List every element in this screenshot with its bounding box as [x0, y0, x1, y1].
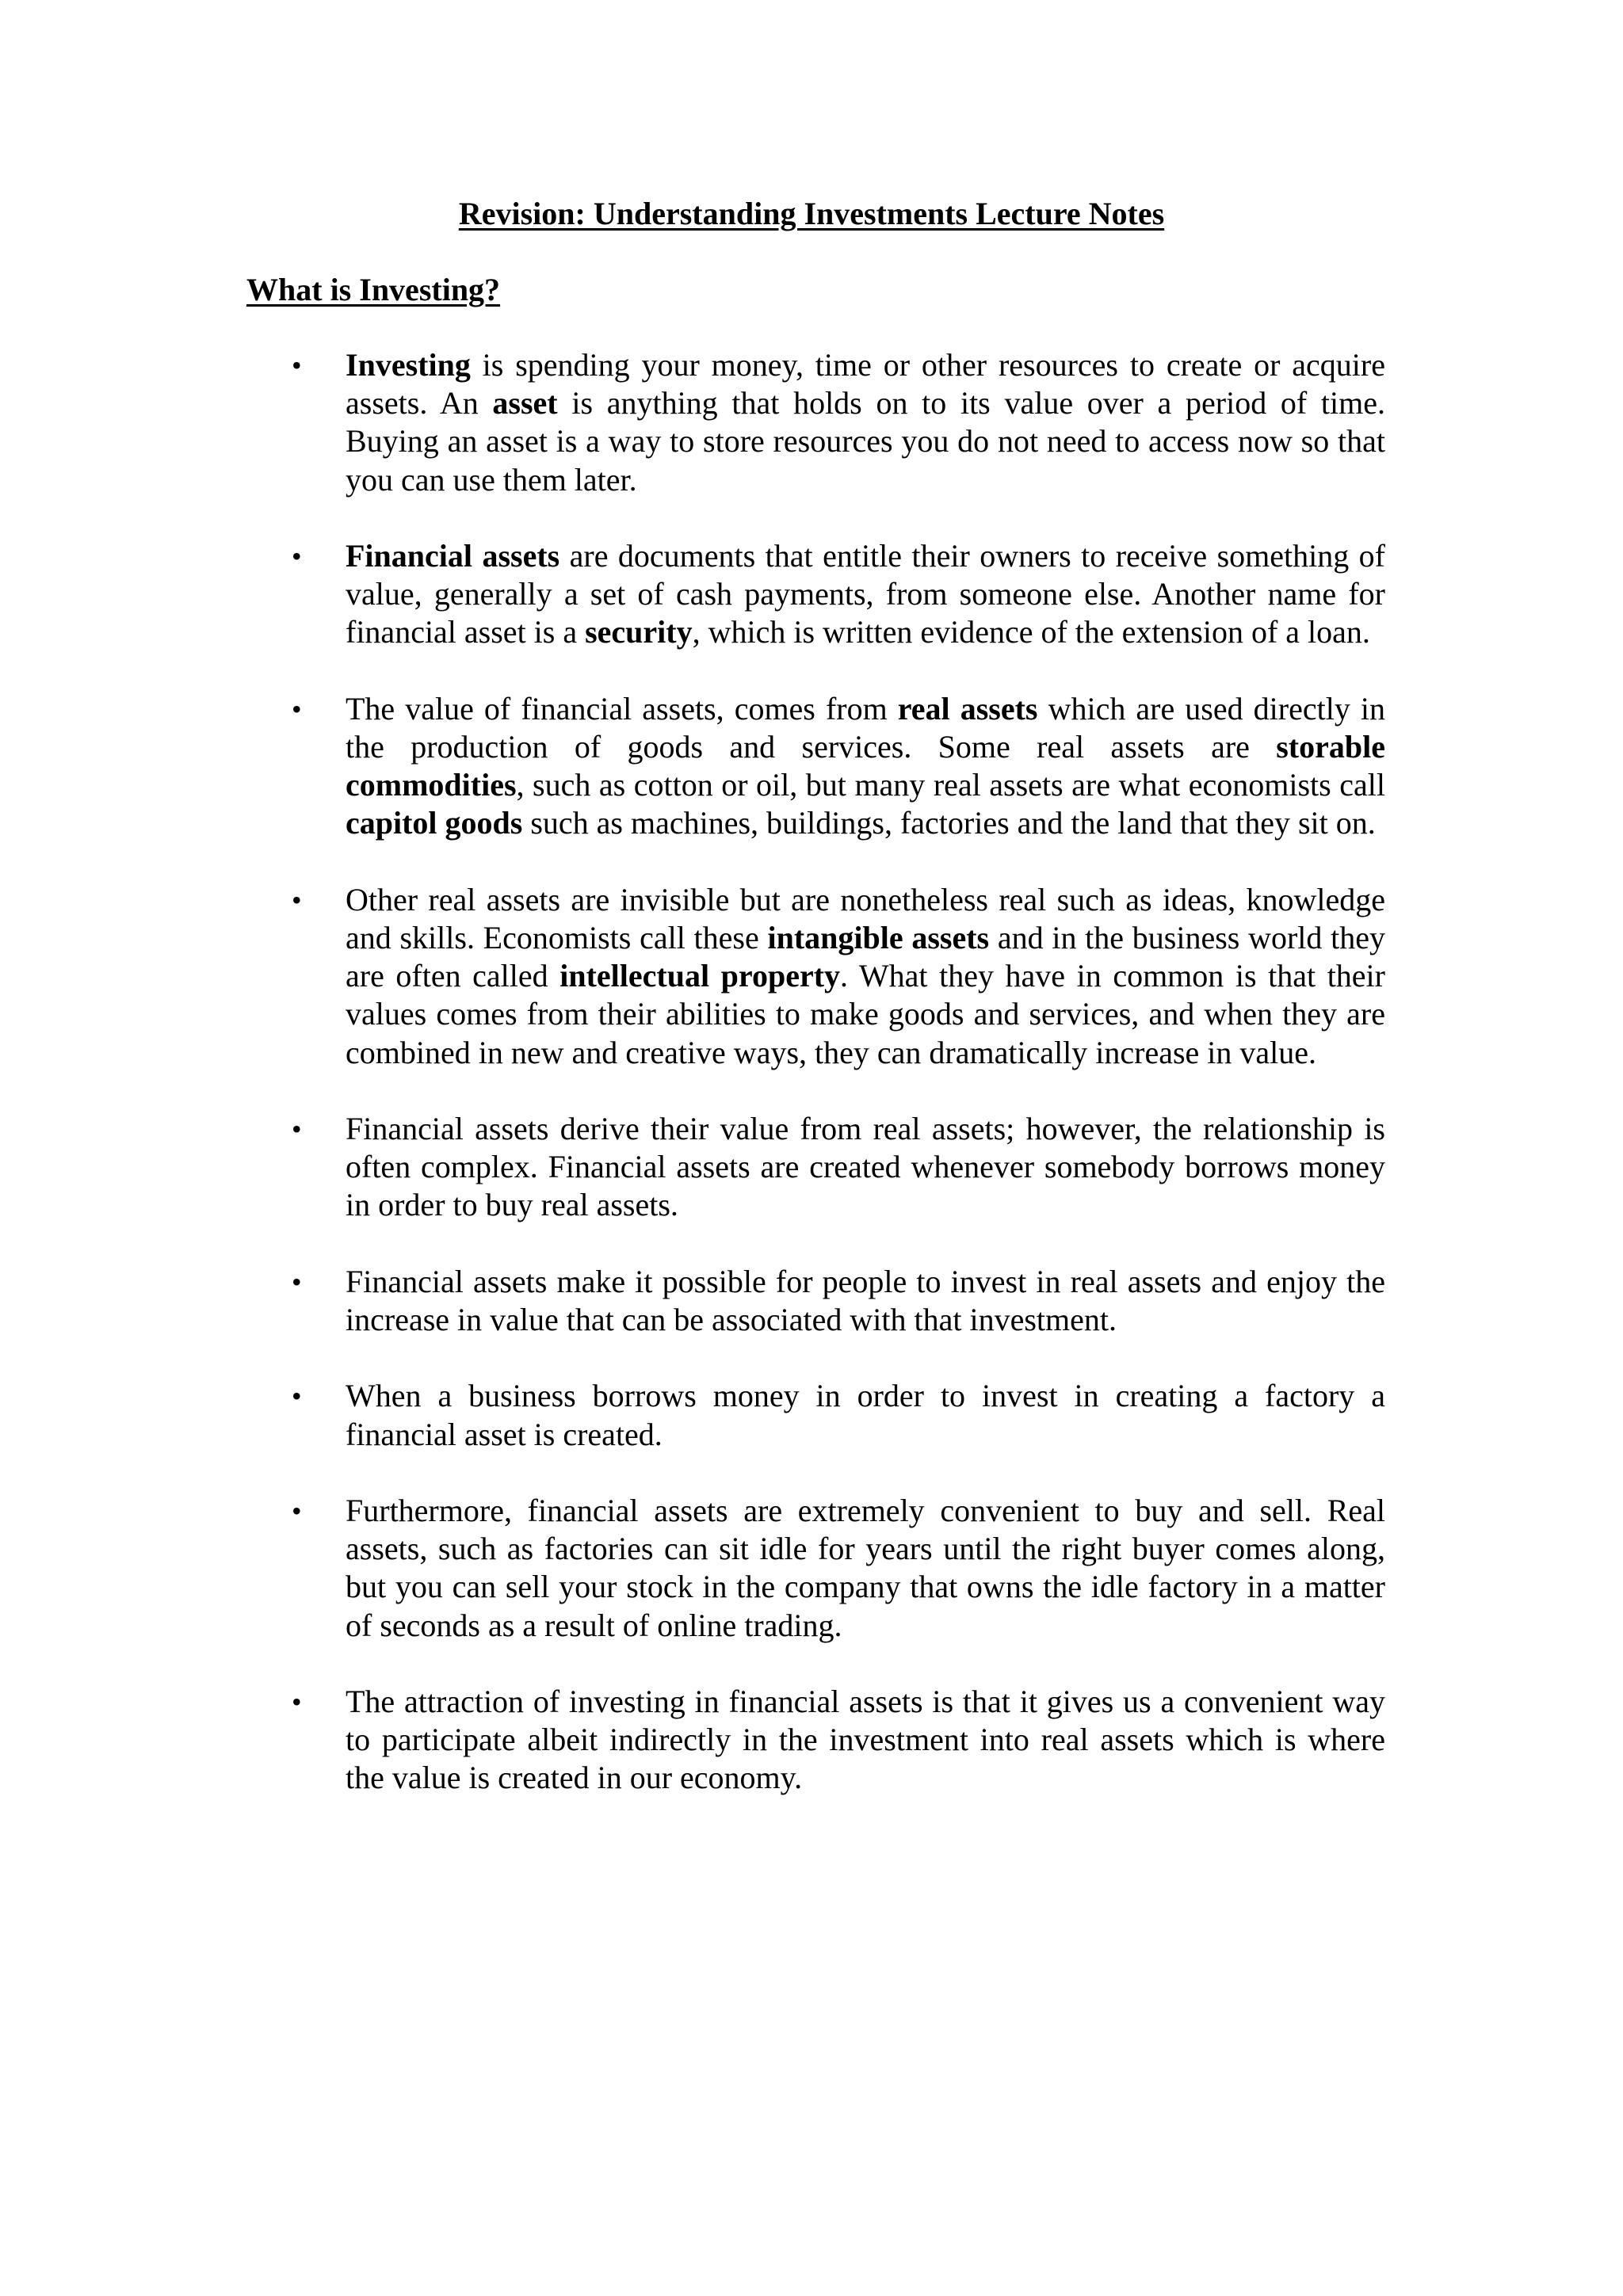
- bullet-point-icon: •: [292, 540, 302, 572]
- list-item: [292, 690, 1386, 843]
- body-text: , such as cotton or oil, but many real assets are what economists call: [516, 767, 1385, 803]
- body-text: The attraction of investing in financial assets is that it gives us a convenient way to participate albeit indirectly in the investment into real assets which is where the value is created in our economy.: [346, 1683, 1385, 1796]
- bullet-point-icon: •: [292, 1685, 302, 1718]
- body-text: such as machines, buildings, factories and the land that they sit on.: [522, 805, 1376, 841]
- list-item: [292, 1110, 1385, 1225]
- bullet-list: [292, 346, 1386, 1836]
- body-text: When a business borrows money in order to invest in creating a factory a financial asset is created.: [346, 1378, 1385, 1452]
- list-item: [292, 1377, 1385, 1453]
- list-item: [292, 346, 1386, 499]
- bullet-point-icon: •: [292, 1265, 302, 1298]
- bullet-point-icon: •: [292, 1494, 302, 1527]
- bold-term: storable commodities: [346, 729, 1385, 803]
- body-text: Financial assets make it possible for people to invest in real assets and enjoy the increase in value that can be associated with that investment.: [346, 1263, 1385, 1337]
- section-heading: What is Investing?: [246, 272, 501, 307]
- body-text: is anything that holds on to its value over a period of time. Buying an asset is a way to store resources you do not need to access now so that you can use them later.: [346, 385, 1386, 498]
- bold-term: real assets: [897, 690, 1038, 727]
- body-text: is spending your money, time or other resources to create or acquire assets. An: [346, 347, 1385, 421]
- body-text: are documents that entitle their owners to receive something of value, generally a set of cash payments, from someone else. Another name for financial asset is a: [346, 538, 1385, 650]
- bullet-point-icon: •: [292, 692, 302, 725]
- list-item: [292, 1683, 1385, 1798]
- list-item: [292, 1263, 1385, 1339]
- body-text: which are used directly in the production of goods and services. Some real assets are: [346, 690, 1386, 765]
- bold-term: asset: [492, 385, 558, 421]
- bold-term: Financial assets: [346, 538, 560, 574]
- bold-term: Investing: [346, 347, 471, 383]
- body-text: Financial assets derive their value from real assets; however, the relationship is often complex. Financial assets are created whenever somebody borrows money in order to buy real assets.: [346, 1111, 1385, 1223]
- list-item: [292, 1492, 1385, 1645]
- document-title-text: Revision: Understanding Investments Lecture Notes: [458, 196, 1165, 231]
- list-item: [292, 537, 1385, 652]
- body-text: Other real assets are invisible but are nonetheless real such as ideas, knowledge and skills. Economists call these: [346, 881, 1385, 955]
- bold-term: intangible assets: [767, 920, 990, 955]
- bold-term: intellectual property: [559, 958, 841, 994]
- bullet-point-icon: •: [292, 349, 302, 381]
- document-title: [0, 192, 1623, 236]
- bullet-point-icon: •: [292, 1380, 302, 1413]
- body-text: and in the business world they are often called: [346, 920, 1385, 994]
- body-text: Furthermore, financial assets are extremely convenient to buy and sell. Real assets, such as factories can sit idle for years until the right buyer comes along, but you can sell your stock in the company that owns the idle factory in a matter of seconds as a result of online trading.: [346, 1492, 1385, 1643]
- body-text: , which is written evidence of the extension of a loan.: [692, 614, 1370, 650]
- bold-term: capitol goods: [346, 805, 523, 841]
- body-text: . What they have in common is that their values comes from their abilities to make goods and services, and when they are combined in new and creative ways, they can dramatically increase in value.: [346, 958, 1385, 1070]
- bullet-point-icon: •: [292, 1113, 302, 1145]
- list-item: [292, 881, 1385, 1072]
- bullet-point-icon: •: [292, 883, 302, 916]
- body-text: The value of financial assets, comes from: [346, 690, 898, 727]
- bold-term: security: [585, 614, 693, 650]
